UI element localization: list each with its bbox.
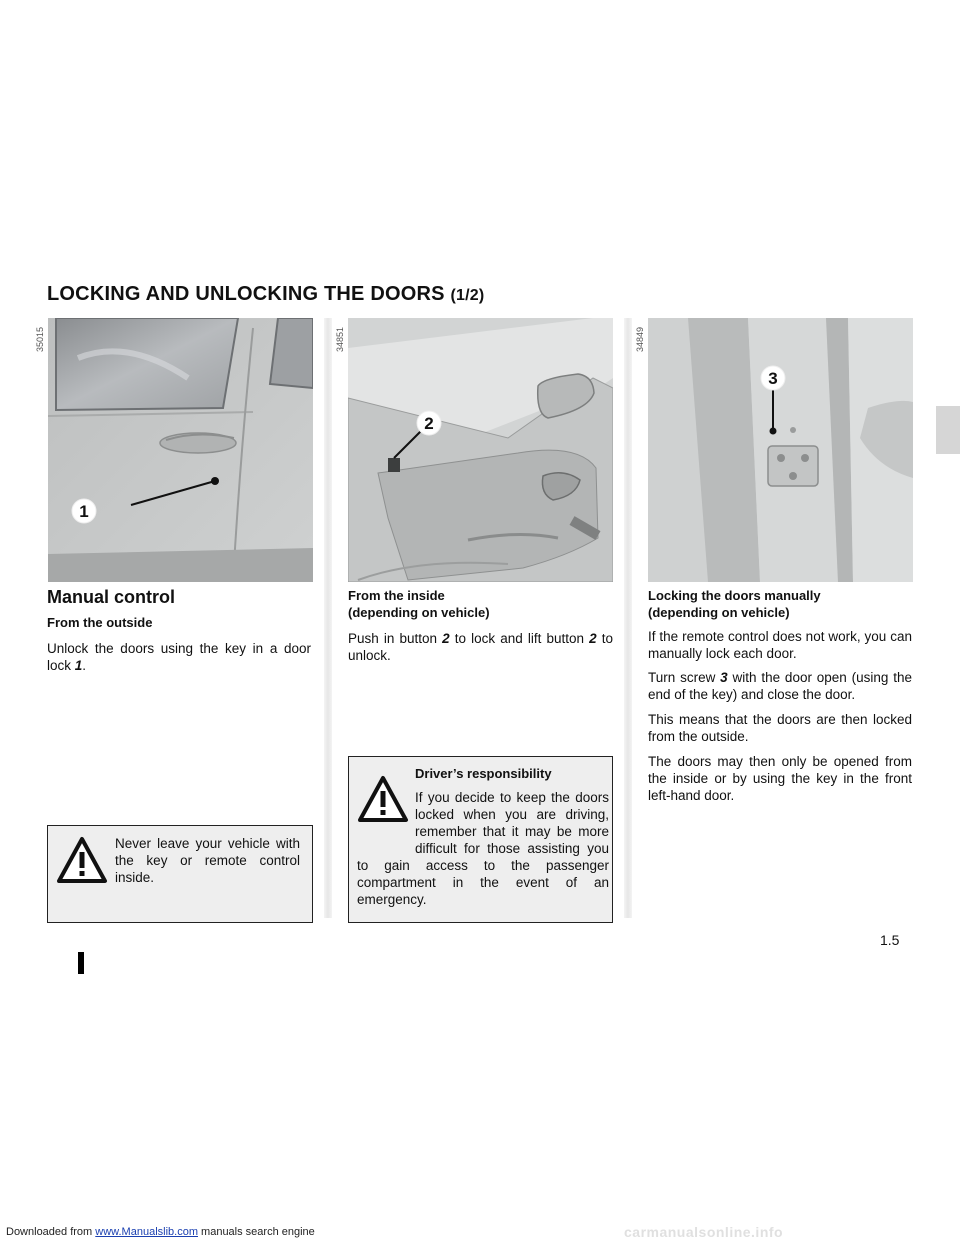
warning-key-text: Never leave your vehicle with the key or remote control inside.	[115, 836, 300, 885]
column-divider	[324, 318, 332, 918]
driver-responsibility-heading: Driver’s responsibility	[415, 766, 552, 781]
manual-locking-paragraph-3: This means that the doors are then locked from the outside.	[648, 712, 912, 744]
download-banner	[6, 1226, 315, 1238]
figure-code-1: 35015	[35, 326, 45, 352]
figure-code-3: 34849	[635, 326, 645, 352]
warning-box-key	[47, 825, 313, 923]
banner-prefix: Downloaded from	[6, 1226, 96, 1238]
callout-2	[415, 409, 443, 437]
print-mark	[78, 952, 84, 974]
interior-door-illustration	[348, 318, 613, 582]
title-part: (1/2)	[450, 287, 485, 304]
warning-box-driver	[348, 756, 613, 923]
manual-locking-paragraph-2: Turn screw 3 with the door open (using the end of the key) and close the door.	[648, 670, 912, 702]
page-title	[47, 283, 484, 306]
title-main: LOCKING AND UNLOCKING THE DOORS	[47, 283, 445, 305]
callout-1-label: 1	[79, 502, 89, 521]
section-heading: Manual control	[47, 587, 176, 607]
figure-interior-door	[348, 318, 613, 582]
figure-exterior-door	[48, 318, 313, 582]
figure-door-pillar	[648, 318, 913, 582]
door-pillar-illustration	[648, 318, 913, 582]
banner-suffix: manuals search engine	[197, 1226, 315, 1238]
chapter-tab	[936, 406, 960, 454]
outside-paragraph: Unlock the doors using the key in a door lock 1.	[47, 641, 311, 673]
footer-watermark: carmanualsonline.info	[624, 1224, 784, 1240]
subheading-outside: From the outside	[47, 615, 153, 630]
column-divider	[624, 318, 632, 918]
subheading-inside: From the inside (depending on vehicle)	[348, 588, 490, 620]
page-number: 1.5	[880, 932, 900, 948]
subheading-manual-locking: Locking the doors manually (depending on vehicle)	[648, 588, 821, 620]
warning-triangle-icon	[56, 836, 108, 884]
manualslib-link[interactable]: www.Manualslib.com	[95, 1226, 198, 1238]
manual-locking-paragraph-4: The doors may then only be opened from the inside or by using the key in the front left-hand door.	[648, 754, 912, 803]
callout-3-label: 3	[768, 369, 778, 388]
callout-1	[70, 497, 98, 525]
callout-2-label: 2	[424, 414, 434, 433]
exterior-door-illustration	[48, 318, 313, 582]
figure-code-2: 34851	[335, 326, 345, 352]
driver-responsibility-text: If you decide to keep the doors locked when you are driving, remember that it may be more difficult for those assisting you to gain access to the passenger compartment in the event of an emergency.	[357, 790, 609, 907]
callout-3	[759, 364, 787, 392]
inside-paragraph: Push in button 2 to lock and lift button 2 to unlock.	[348, 631, 613, 663]
manual-locking-paragraph-1: If the remote control does not work, you can manually lock each door.	[648, 629, 912, 661]
